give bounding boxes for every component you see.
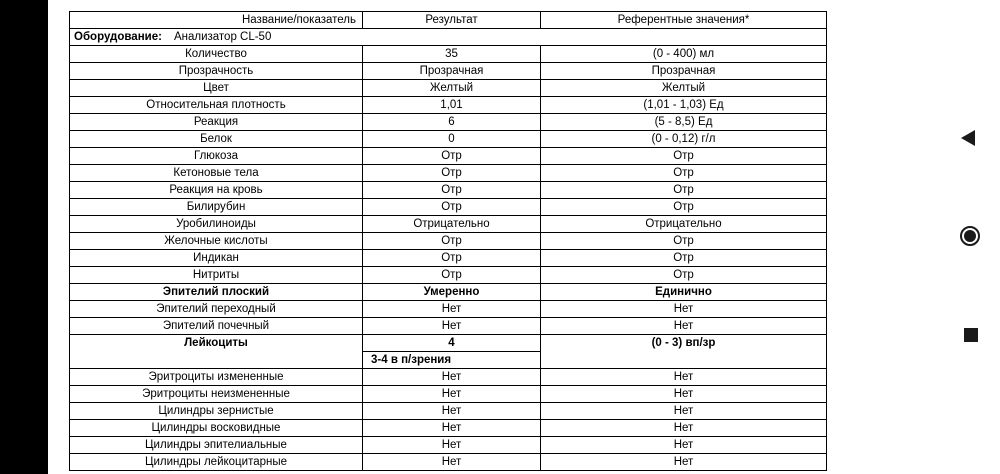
row-reference: Нет xyxy=(541,437,827,454)
row-reference: Отрицательно xyxy=(541,216,827,233)
equipment-label: Оборудование: xyxy=(74,30,162,43)
row-result: Нет xyxy=(363,369,541,386)
row-reference: Прозрачная xyxy=(541,63,827,80)
row-result: Отр xyxy=(363,199,541,216)
equipment-cell xyxy=(70,29,827,46)
row-result: 6 xyxy=(363,114,541,131)
leukocytes-result: 4 xyxy=(363,335,541,352)
row-name: Реакция на кровь xyxy=(70,182,363,199)
row-name: Цилиндры восковидные xyxy=(70,420,363,437)
table-row xyxy=(70,148,827,165)
row-result: Отр xyxy=(363,182,541,199)
leukocytes-note-row xyxy=(70,352,827,369)
android-navigation-bar xyxy=(942,0,1000,474)
row-reference: Нет xyxy=(541,318,827,335)
row-reference: Отр xyxy=(541,233,827,250)
leukocytes-reference: (0 - 3) вп/зр xyxy=(541,335,827,352)
empty-cell xyxy=(541,352,827,369)
table-row xyxy=(70,63,827,80)
row-result: Нет xyxy=(363,301,541,318)
row-name: Индикан xyxy=(70,250,363,267)
leukocytes-row xyxy=(70,335,827,352)
row-result: Нет xyxy=(363,403,541,420)
row-reference: Желтый xyxy=(541,80,827,97)
row-name: Цилиндры зернистые xyxy=(70,403,363,420)
table-row xyxy=(70,97,827,114)
row-name: Прозрачность xyxy=(70,63,363,80)
row-name: Белок xyxy=(70,131,363,148)
table-row xyxy=(70,386,827,403)
header-reference: Референтные значения* xyxy=(541,12,827,29)
row-name: Реакция xyxy=(70,114,363,131)
row-reference: Единично xyxy=(541,284,827,301)
row-reference: (1,01 - 1,03) Ед xyxy=(541,97,827,114)
row-name: Желочные кислоты xyxy=(70,233,363,250)
header-result: Результат xyxy=(363,12,541,29)
table-row xyxy=(70,301,827,318)
leukocytes-note: 3-4 в п/зрения xyxy=(363,352,541,369)
back-icon[interactable] xyxy=(961,130,975,146)
table-row xyxy=(70,114,827,131)
row-name: Количество xyxy=(70,46,363,63)
row-name: Нитриты xyxy=(70,267,363,284)
document-page xyxy=(48,0,942,474)
table-row xyxy=(70,46,827,63)
row-reference: Отр xyxy=(541,165,827,182)
table-row xyxy=(70,199,827,216)
row-result: Умеренно xyxy=(363,284,541,301)
row-result: Отрицательно xyxy=(363,216,541,233)
table-row xyxy=(70,250,827,267)
header-row xyxy=(70,12,827,29)
table-row xyxy=(70,284,827,301)
leukocytes-name: Лейкоциты xyxy=(70,335,363,352)
row-name: Относительная плотность xyxy=(70,97,363,114)
row-reference: Отр xyxy=(541,148,827,165)
row-result: Нет xyxy=(363,454,541,471)
row-name: Эпителий переходный xyxy=(70,301,363,318)
table-row xyxy=(70,318,827,335)
row-result: Желтый xyxy=(363,80,541,97)
row-name: Цилиндры лейкоцитарные xyxy=(70,454,363,471)
row-reference: Нет xyxy=(541,454,827,471)
table-row xyxy=(70,420,827,437)
table-row xyxy=(70,233,827,250)
table-row xyxy=(70,454,827,471)
row-reference: Нет xyxy=(541,369,827,386)
row-reference: Отр xyxy=(541,199,827,216)
empty-cell xyxy=(70,352,363,369)
row-reference: (0 - 0,12) г/л xyxy=(541,131,827,148)
equipment-row xyxy=(70,29,827,46)
row-reference: (5 - 8,5) Ед xyxy=(541,114,827,131)
table-row xyxy=(70,216,827,233)
row-name: Эпителий почечный xyxy=(70,318,363,335)
row-name: Цвет xyxy=(70,80,363,97)
row-result: 35 xyxy=(363,46,541,63)
row-result: Отр xyxy=(363,165,541,182)
row-name: Эритроциты неизмененные xyxy=(70,386,363,403)
row-result: Отр xyxy=(363,148,541,165)
table-row xyxy=(70,80,827,97)
row-reference: Отр xyxy=(541,250,827,267)
row-name: Эпителий плоский xyxy=(70,284,363,301)
row-result: Нет xyxy=(363,437,541,454)
row-result: 1,01 xyxy=(363,97,541,114)
table-row xyxy=(70,437,827,454)
row-name: Глюкоза xyxy=(70,148,363,165)
row-result: Отр xyxy=(363,267,541,284)
row-reference: Нет xyxy=(541,301,827,318)
row-name: Эритроциты измененные xyxy=(70,369,363,386)
table-row xyxy=(70,182,827,199)
row-result: Прозрачная xyxy=(363,63,541,80)
table-row xyxy=(70,267,827,284)
home-icon[interactable] xyxy=(960,226,980,246)
row-name: Кетоновые тела xyxy=(70,165,363,182)
row-name: Цилиндры эпителиальные xyxy=(70,437,363,454)
table-row xyxy=(70,165,827,182)
header-name: Название/показатель xyxy=(70,12,363,29)
row-reference: Нет xyxy=(541,403,827,420)
row-result: Нет xyxy=(363,420,541,437)
row-name: Уробилиноиды xyxy=(70,216,363,233)
row-result: Отр xyxy=(363,250,541,267)
row-reference: Нет xyxy=(541,420,827,437)
row-reference: Отр xyxy=(541,267,827,284)
row-result: Нет xyxy=(363,386,541,403)
recents-icon[interactable] xyxy=(964,328,978,342)
table-row xyxy=(70,131,827,148)
row-result: 0 xyxy=(363,131,541,148)
table-row xyxy=(70,403,827,420)
urinalysis-table xyxy=(69,11,827,471)
equipment-value: Анализатор CL-50 xyxy=(173,30,272,43)
row-name: Билирубин xyxy=(70,199,363,216)
table-row xyxy=(70,369,827,386)
row-reference: (0 - 400) мл xyxy=(541,46,827,63)
row-result: Нет xyxy=(363,318,541,335)
row-result: Отр xyxy=(363,233,541,250)
row-reference: Нет xyxy=(541,386,827,403)
row-reference: Отр xyxy=(541,182,827,199)
